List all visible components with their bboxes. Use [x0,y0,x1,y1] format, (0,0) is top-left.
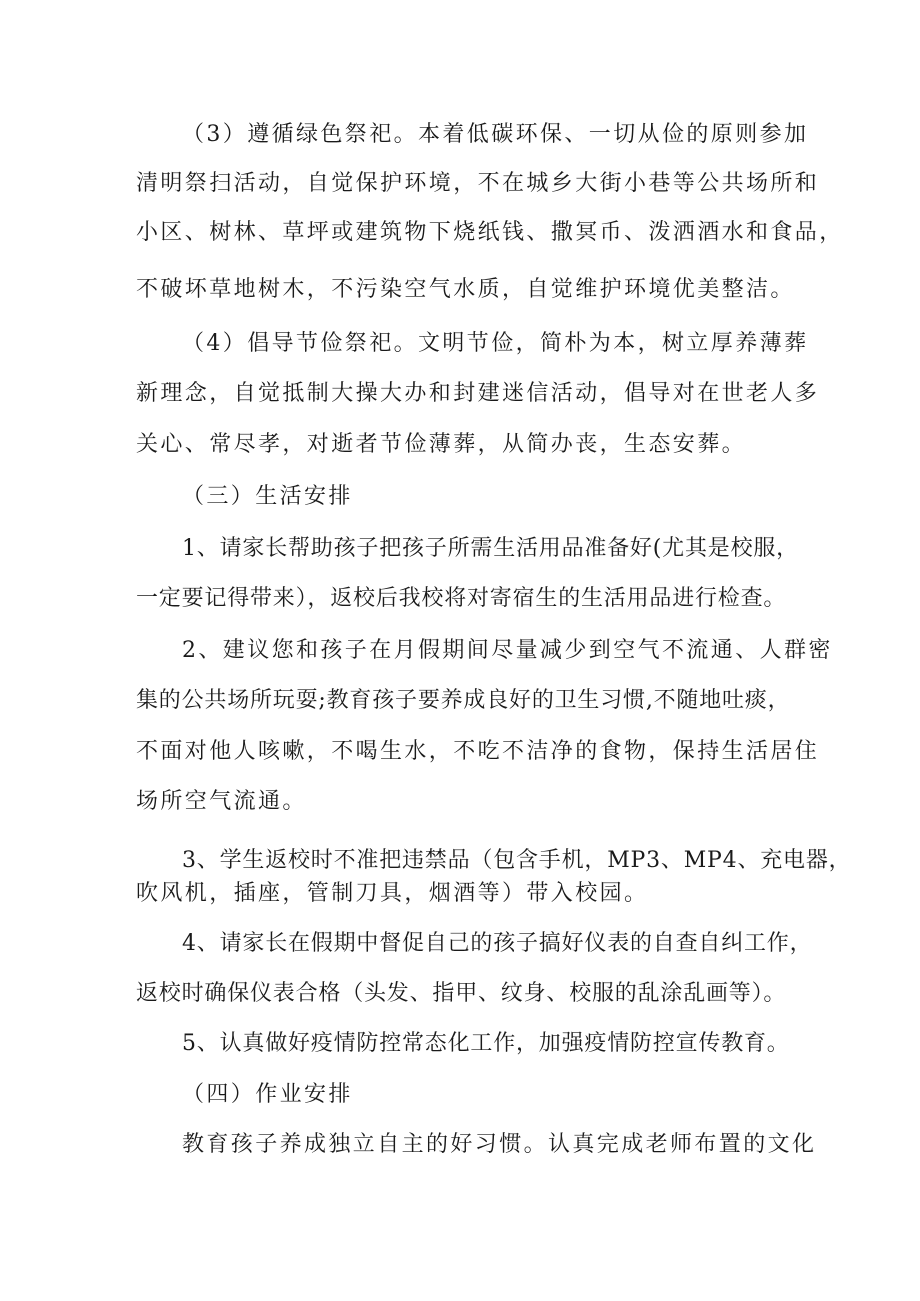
paragraph-line: 关心、常尽孝，对逝者节俭薄葬，从简办丧，生态安葬。 [136,432,747,457]
paragraph-line: 2、建议您和孩子在月假期间尽量减少到空气不流通、人群密 [182,638,833,663]
paragraph-line: （4）倡导节俭祭祀。文明节俭，简朴为本，树立厚养薄葬 [182,331,809,356]
paragraph-line: 不破坏草地树木，不污染空气水质，自觉维护环境优美整洁。 [136,277,795,302]
paragraph-line: 返校时确保仪表合格（头发、指甲、纹身、校服的乱涂乱画等）。 [136,981,787,1006]
paragraph-line: 1、请家长帮助孩子把孩子所需生活用品准备好(尤其是校服， [182,536,799,561]
paragraph-line: 3、学生返校时不准把违禁品（包含手机，MP3、MP4、充电器， [182,848,852,873]
paragraph-line: 不面对他人咳嗽，不喝生水，不吃不洁净的食物，保持生活居住 [136,739,820,764]
paragraph-line: 清明祭扫活动，自觉保护环境，不在城乡大街小巷等公共场所和 [136,171,820,196]
paragraph-line: 吹风机，插座，管制刀具，烟酒等）带入校园。 [136,881,649,906]
section-heading: （三）生活安排 [182,484,353,509]
paragraph-line: 小区、树林、草坪或建筑物下烧纸钱、撒冥币、泼洒酒水和食品， [136,220,844,245]
paragraph-line: 一定要记得带来），返校后我校将对寄宿生的生活用品进行检查。 [136,586,787,611]
paragraph-line: 场所空气流通。 [136,789,307,814]
section-heading: （四）作业安排 [182,1082,353,1107]
paragraph-line: 教育孩子养成独立自主的好习惯。认真完成老师布置的文化 [182,1132,817,1157]
paragraph-line: 5、认真做好疫情防控常态化工作，加强疫情防控宣传教育。 [182,1031,790,1056]
paragraph-line: 4、请家长在假期中督促自己的孩子搞好仪表的自查自纠工作， [182,931,813,956]
paragraph-line: （3）遵循绿色祭祀。本着低碳环保、一切从俭的原则参加 [182,122,809,147]
paragraph-line: 集的公共场所玩耍;教育孩子要养成良好的卫生习惯,不随地吐痰， [136,688,791,713]
paragraph-line: 新理念，自觉抵制大操大办和封建迷信活动，倡导对在世老人多 [136,381,820,406]
